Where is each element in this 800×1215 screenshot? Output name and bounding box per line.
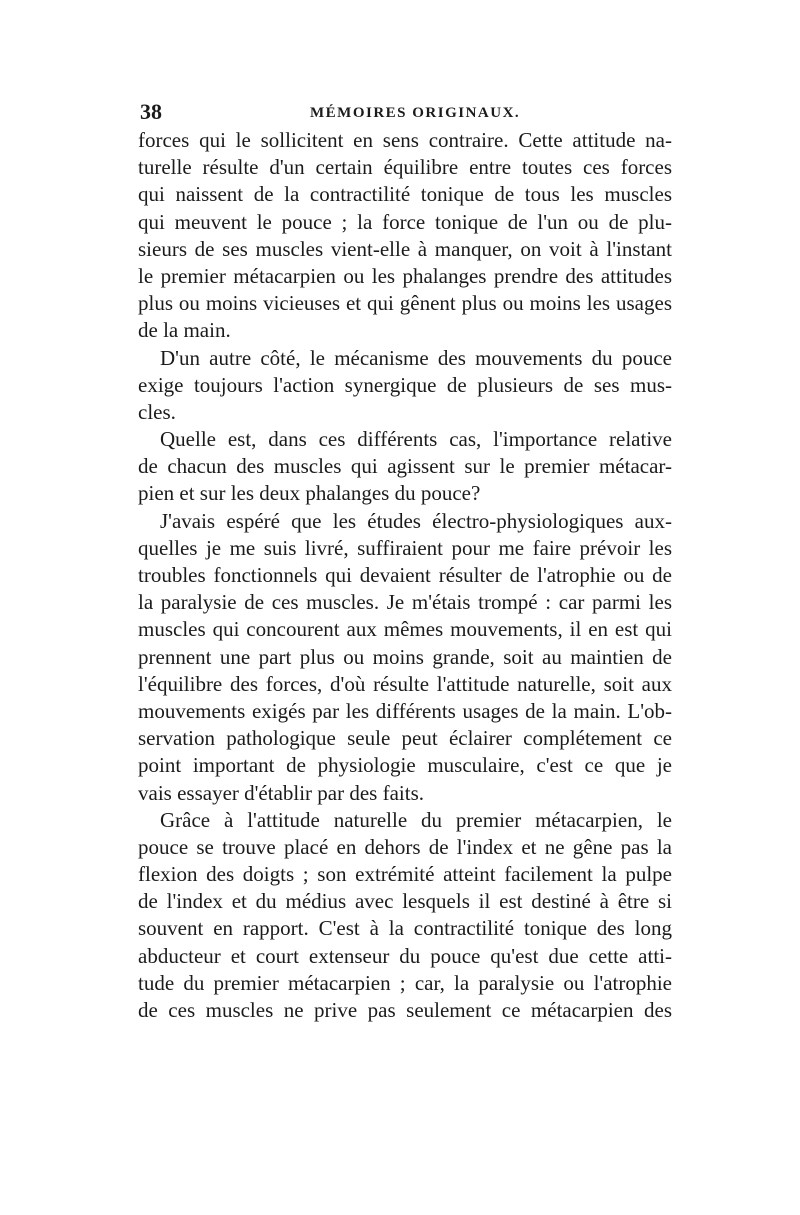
text-line: muscles qui concourent aux mêmes mouvements, il en est qui [138,617,672,642]
body-text [138,127,672,1024]
text-line: exige toujours l'action synergique de plusieurs de ses mus- [138,372,672,397]
text-line: abducteur et court extenseur du pouce qu'est due cette atti- [138,943,672,968]
text-line: qui naissent de la contractilité tonique de tous les muscles [138,182,672,207]
text-line: servation pathologique seule peut éclairer complétement ce [138,726,672,751]
text-line: pouce se trouve placé en dehors de l'index et ne gêne pas la [138,834,672,859]
text-line: point important de physiologie musculaire, c'est ce que je [138,753,672,778]
text-line: la paralysie de ces muscles. Je m'étais trompé : car parmi les [138,590,672,615]
paragraph [138,426,672,508]
page-number: 38 [140,99,162,124]
running-head [140,98,670,126]
text-line: tude du premier métacarpien ; car, la paralysie ou l'atrophie [138,970,672,995]
running-title: MÉMOIRES ORIGINAUX. [310,105,521,121]
text-line: turelle résulte d'un certain équilibre entre toutes ces forces [138,155,672,180]
text-line: de l'index et du médius avec lesquels il est destiné à être si [138,889,672,914]
text-line: sieurs de ses muscles vient-elle à manquer, on voit à l'instant [138,236,672,261]
text-line: pien et sur les deux phalanges du pouce? [138,481,481,506]
paragraph [138,807,672,1025]
text-line: le premier métacarpien ou les phalanges prendre des attitudes [138,263,672,288]
paragraph [138,345,672,427]
text-line: forces qui le sollicitent en sens contraire. Cette attitude na- [138,128,672,152]
text-line: de chacun des muscles qui agissent sur le premier métacar- [138,454,672,479]
text-line: Quelle est, dans ces différents cas, l'importance relative [160,427,672,452]
text-line: l'équilibre des forces, d'où résulte l'attitude naturelle, soit aux [138,671,672,696]
text-line: prennent une part plus ou moins grande, soit au maintien de [138,644,672,669]
text-line: qui meuvent le pouce ; la force tonique de l'un ou de plu- [138,209,672,234]
text-line: plus ou moins vicieuses et qui gênent plus ou moins les usages [138,291,672,316]
text-line: de ces muscles ne prive pas seulement ce métacarpien des [138,998,672,1022]
text-line: quelles je me suis livré, suffiraient pour me faire prévoir les [138,535,672,560]
paragraph [138,127,672,345]
text-line: D'un autre côté, le mécanisme des mouvements du pouce [160,345,672,370]
text-line: de la main. [138,318,231,343]
text-line: troubles fonctionnels qui devaient résulter de l'atrophie ou de [138,563,672,587]
text-line: mouvements exigés par les différents usages de la main. L'ob- [138,698,672,723]
text-line: cles. [138,399,176,424]
text-line: vais essayer d'établir par des faits. [138,780,425,805]
text-line: souvent en rapport. C'est à la contractilité tonique des long [138,916,672,941]
text-line: flexion des doigts ; son extrémité atteint facilement la pulpe [138,862,672,887]
text-line: Grâce à l'attitude naturelle du premier métacarpien, le [160,807,672,832]
paragraph [138,508,672,807]
text-line: J'avais espéré que les études électro-physiologiques aux- [160,508,672,533]
